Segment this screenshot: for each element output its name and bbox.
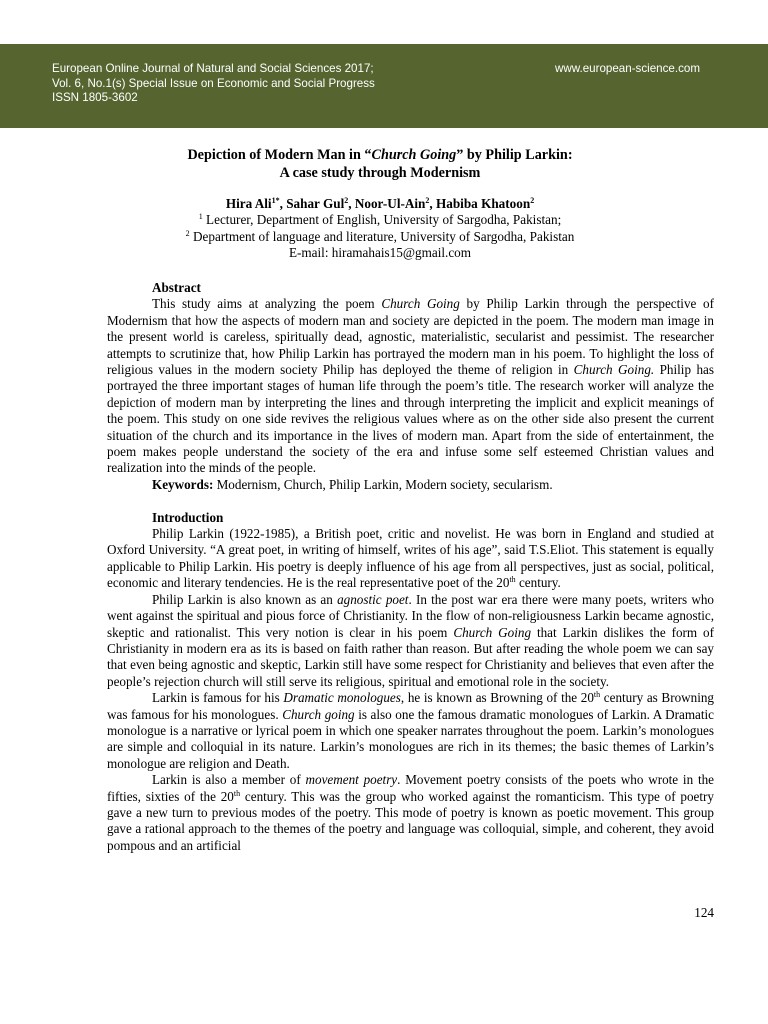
p2-text-b: . In the post war era there were many poets, writers who went against the spiritual and pious force of Christianity. In the flow of non-religiousness Larkin became agnostic, skeptic and rationalist. This very notion is clear in his poem (107, 591, 714, 640)
abstract-paragraph (107, 296, 714, 476)
intro-paragraph-1 (107, 526, 714, 592)
intro-paragraph-4 (107, 772, 714, 854)
p4-sup: th (233, 788, 241, 798)
journal-website[interactable] (555, 62, 700, 77)
journal-issn: ISSN 1805-3602 (52, 91, 138, 104)
author-names (60, 196, 700, 212)
p3-text-b: , he is known as Browning of the 20 (400, 690, 594, 706)
p2-italic-1: agnostic poet (337, 591, 409, 607)
p2-italic-2: Church Going (453, 624, 532, 640)
p1-text-a: Philip Larkin (1922-1985), a British poet, critic and novelist. He was born in England and studied at Oxford University. “A great poet, in writing of himself, writes of his age”, said T.S.Eliot. This statement is equally applicable to Philip Larkin. His poetry is deeply influence of his age from all perspectives, just as social, political, economic and literary tendencies. He is the real representative poet of the 20 (107, 526, 714, 591)
title-pre: Depiction of Modern Man in “ (187, 147, 372, 163)
affiliation-1 (60, 212, 700, 228)
page-number: 124 (694, 905, 714, 920)
p2-text-c: that Larkin dislikes the form of Christianity in modern era as its is based on faith rather than reason. But after reading the whole poem we can say that even being agnostic and skeptic, Larkin still have some respect for Christianity and believes that even after the people’s rejection church will still serve its religious, spiritual and emotional role in the society. (107, 624, 715, 689)
keywords-label: Keywords: (152, 476, 214, 492)
p1-sup: th (509, 575, 516, 585)
p1-text-b: century. (515, 575, 561, 591)
affiliation-1-text: Lecturer, Department of English, University of Sargodha, Pakistan; (202, 212, 562, 228)
affiliation-2 (60, 229, 700, 245)
abstract-text-3: Philip has portrayed the three important stages of human life through the poem’s title. The research worker will analyze the depiction of modern man by interpreting the lines and through interpreting the implicit and explicit meanings of the poem. This study on one side revives the religious values where as on the other side also present the current situation of the church and its importance in the lives of modern man. Apart from the side of entertainment, the poem makes people understand the society of the era and infuse some self esteemed Christian values and realization into the minds of the people. (107, 362, 714, 476)
keywords-line (107, 477, 714, 493)
p3-italic-2: Church going (282, 706, 355, 722)
spacer (107, 493, 714, 509)
author-1-sup: 1* (271, 196, 280, 205)
website-link[interactable]: www.european-science.com (555, 62, 700, 75)
p4-text-a: Larkin is also a member of (152, 772, 306, 788)
title-line-1 (60, 146, 700, 164)
introduction-heading: Introduction (152, 509, 224, 525)
title-poem-name: Church Going (371, 147, 457, 163)
p4-italic-1: movement poetry (305, 772, 398, 788)
journal-header-banner (0, 44, 768, 128)
author-2-sup: 2 (344, 196, 349, 205)
title-post: ” by Philip Larkin: (456, 147, 573, 163)
author-4: , Habiba Khatoon (429, 196, 531, 211)
journal-name: European Online Journal of Natural and Social Sciences 2017; (52, 62, 374, 75)
p3-text-a: Larkin is famous for his (152, 690, 284, 706)
keywords-text: Modernism, Church, Philip Larkin, Modern society, secularism. (213, 476, 553, 492)
p2-text-a: Philip Larkin is also known as an (152, 591, 338, 607)
p4-text-c: century. This was the group who worked against the romanticism. This type of poetry gave a new turn to previous modes of the poetry. This mode of poetry is known as poetic movement. This group gave a rational approach to the themes of the poetry and language was colloquial, simple, and coherent, they avoid pompous and an artificial (107, 788, 714, 853)
author-email[interactable]: E-mail: hiramahais15@gmail.com (288, 245, 472, 261)
affiliation-2-sup: 2 (185, 228, 190, 238)
author-block (60, 196, 700, 262)
p3-italic-1: Dramatic monologues (283, 690, 401, 706)
author-3-sup: 2 (425, 196, 430, 205)
paper-body (107, 280, 714, 854)
journal-volume: Vol. 6, No.1(s) Special Issue on Economic and Social Progress (52, 76, 375, 90)
abstract-italic-2: Church Going. (573, 362, 655, 378)
affiliation-2-text: Department of language and literature, University of Sargodha, Pakistan (189, 228, 575, 244)
p3-sup: th (593, 690, 601, 700)
abstract-text-1: This study aims at analyzing the poem (152, 296, 382, 312)
abstract-text-2: by Philip Larkin through the perspective of Modernism that how the aspects of modern man and society are depicted in the poem. The modern man image in the present world is careless, spiritually dead, agnostic, materialistic, secularist and pessimist. The researcher attempts to scrutinize that, how Philip Larkin has portrayed the modern man in his poem. To highlight the loss of religious values in the modern society Philip has deployed the theme of religion in (107, 296, 714, 378)
abstract-heading: Abstract (152, 280, 201, 295)
abstract-italic-1: Church Going (381, 296, 460, 312)
author-2: , Sahar Gul (279, 196, 345, 211)
p3-text-c: century as Browning was famous for his monologues. (107, 690, 714, 722)
p4-text-b: . Movement poetry consists of the poets who wrote in the fifties, sixties of the 20 (107, 772, 714, 804)
author-3: , Noor-Ul-Ain (348, 196, 426, 211)
title-line-2: A case study through Modernism (279, 165, 481, 181)
author-4-sup: 2 (530, 196, 535, 205)
intro-paragraph-3 (107, 690, 714, 772)
paper-title (60, 146, 700, 182)
author-1: Hira Ali (225, 196, 272, 211)
p3-text-d: is also one the famous dramatic monologues of Larkin. A Dramatic monologue is a narrative or lyrical poem in which one speaker narrates throughout the poem. Larkin’s monologues are simple and colloquial in its nature. Larkin’s monologues are rich in its themes; the basic themes of Larkin’s monologue are religion and Death. (107, 706, 715, 771)
intro-paragraph-2 (107, 592, 714, 690)
journal-info (52, 62, 375, 106)
affiliation-1-sup: 1 (198, 212, 203, 222)
